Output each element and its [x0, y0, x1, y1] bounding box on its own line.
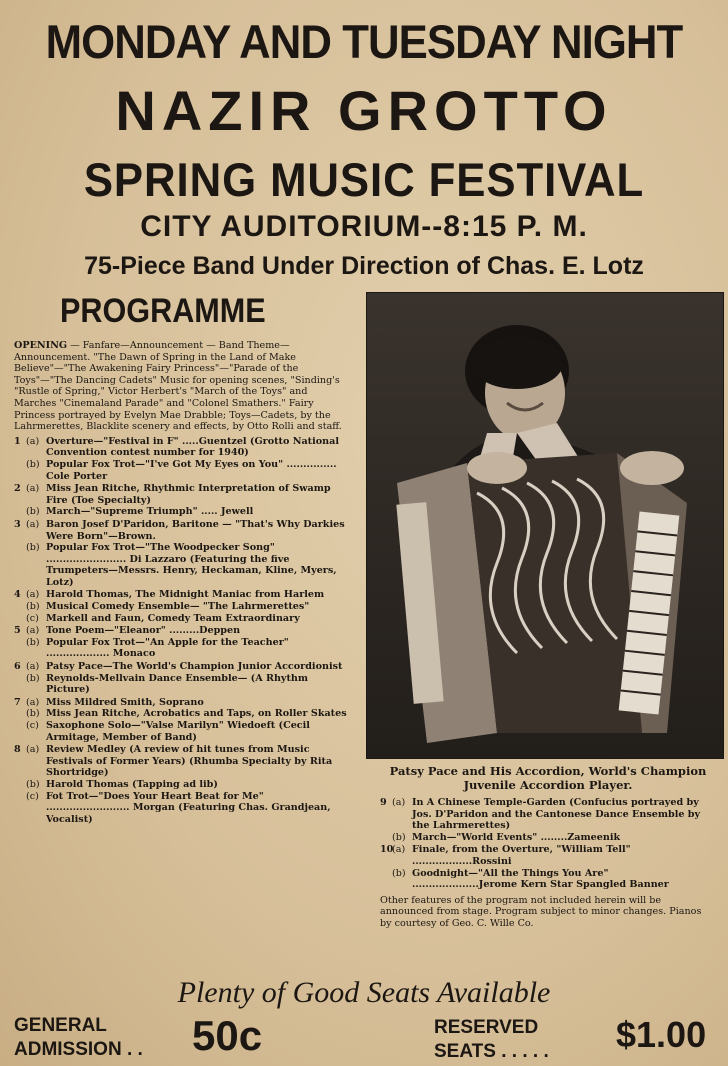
programme-item	[14, 519, 350, 589]
programme-item	[14, 589, 350, 624]
subitem-letter: (a)	[26, 661, 40, 673]
subitem-text: Musical Comedy Ensemble— "The Lahrmerettes"	[46, 601, 310, 613]
programme-subitem	[26, 589, 350, 601]
general-label-line2: ADMISSION . .	[14, 1039, 143, 1060]
programme-subitem	[26, 720, 350, 743]
program-note: Other features of the program not included herein will be announced from stage. Program subject to minor changes. Pianos by courtesy of Geo. C. Wille Co.	[380, 894, 702, 929]
subitem-text: March—"Supreme Triumph" ..... Jewell	[46, 506, 254, 518]
programme-subitem	[26, 613, 350, 625]
item-number: 10	[380, 844, 394, 856]
item-number: 2	[14, 483, 21, 495]
programme-subitem	[26, 661, 350, 673]
subitem-text: Miss Jean Ritche, Rhythmic Interpretation of Swamp Fire (Toe Specialty)	[46, 483, 331, 506]
programme-subitem	[26, 436, 350, 459]
item-number: 9	[380, 797, 387, 808]
opening-label: OPENING	[14, 340, 68, 351]
general-admission-price: 50c	[192, 1012, 263, 1059]
subitem-text: Harold Thomas, The Midnight Maniac from Harlem	[46, 589, 325, 601]
programme-subitem	[26, 673, 350, 696]
subitem-text: Markell and Faun, Comedy Team Extraordinary	[46, 612, 300, 624]
subitem-letter: (b)	[26, 458, 40, 470]
programme-left-column	[14, 340, 350, 825]
subitem-text: Overture—"Festival in F" .....Guentzel (Grotto National Convention contest number for 1940)	[46, 435, 339, 459]
programme-subitem	[26, 779, 350, 791]
subitem-text: Miss Mildred Smith, Soprano	[46, 696, 204, 708]
reserved-seats-label	[434, 1016, 549, 1064]
programme-item	[14, 483, 350, 518]
programme-subitem	[26, 625, 350, 637]
subitem-letter: (a)	[392, 844, 406, 856]
subitem-text: Saxophone Solo—"Valse Marilyn" Wiedoeft (Cecil Armitage, Member of Band)	[46, 720, 310, 743]
programme-subitem	[392, 868, 714, 891]
programme-item	[14, 697, 350, 743]
subitem-letter: (a)	[26, 483, 40, 495]
subitem-letter: (a)	[26, 518, 40, 530]
programme-subitem	[26, 519, 350, 542]
subitem-letter: (b)	[26, 601, 40, 613]
programme-right-column	[380, 796, 714, 933]
subitem-text: Reynolds-Mellvain Dance Ensemble— (A Rhythm Picture)	[46, 672, 309, 696]
subitem-text: Review Medley (A review of hit tunes from Music Festivals of Former Years) (Rhumba Specialty by Rita Shortridge)	[46, 744, 333, 779]
item-number: 4	[14, 589, 21, 601]
item-number: 5	[14, 625, 21, 637]
subitem-text: Goodnight—"All the Things You Are" ....................Jerome Kern Star Spangled Banner	[412, 867, 669, 891]
programme-subitem	[392, 797, 714, 832]
programme-subitem	[26, 697, 350, 709]
subitem-text: Fot Trot—"Does Your Heart Beat for Me" ......................... Morgan (Featuring Chas. Grandjean, Vocalist)	[46, 790, 331, 825]
subitem-letter: (a)	[26, 744, 40, 756]
programme-item	[14, 436, 350, 482]
subitem-text: Miss Jean Ritche, Acrobatics and Taps, on Roller Skates	[46, 708, 347, 720]
headline-days: MONDAY AND TUESDAY NIGHT	[45, 15, 683, 68]
programme-item	[14, 661, 350, 696]
subitem-letter: (b)	[392, 831, 406, 843]
programme-subitem	[26, 637, 350, 660]
photo-caption: Patsy Pace and His Accordion, World's Champion Juvenile Accordion Player.	[389, 764, 707, 792]
photo-illustration	[367, 293, 723, 758]
subitem-text: March—"World Events" ........Zameenik	[412, 831, 621, 843]
reserved-seats-price: $1.00	[616, 1014, 707, 1055]
subitem-text: Popular Fox Trot—"The Woodpecker Song" ........................ Di Lazzaro (Featuring the five Trumpeters—Messrs. Henry, Heckaman, Kline, Myers, Lotz)	[46, 542, 337, 588]
subitem-text: Popular Fox Trot—"An Apple for the Teacher" ................... Monaco	[46, 636, 289, 660]
programme-item	[14, 625, 350, 660]
subitem-letter: (b)	[26, 778, 40, 790]
programme-item	[380, 797, 714, 843]
subitem-text: Patsy Pace—The World's Champion Junior Accordionist	[46, 661, 343, 673]
headline-grotto: NAZIR GROTTO	[115, 79, 613, 142]
reserved-label-line2: SEATS . . . . .	[434, 1041, 549, 1062]
subitem-letter: (c)	[26, 720, 39, 731]
item-number: 6	[14, 661, 21, 673]
subitem-letter: (b)	[26, 636, 40, 648]
programme-subitem	[26, 601, 350, 613]
general-admission-label	[14, 1014, 143, 1062]
venue-time: CITY AUDITORIUM--8:15 P. M.	[140, 210, 588, 243]
programme-items	[14, 436, 350, 826]
subitem-letter: (b)	[392, 867, 406, 879]
opening-text: — Fanfare—Announcement — Band Theme—Announcement. "The Dawn of Spring in the Land of Make Believe"—"The Awakening Fairy Princess"—"Parade of the Toys"—"The Dancing Cadets" Music for opening scenes, "Sinding's "Rustle of Spring," Victor Herbert's "March of the Toys" and Marches "Cinemaland Parade" and "Colonel Smathers." Fairy Princess portrayed by Evelyn Mae Drabble; Toys—Cadets, by the Lahrmerettes, Blacklite scenery and effects, by Otto Rolli and staff.	[14, 340, 342, 433]
item-number: 8	[14, 744, 21, 756]
programme-subitem	[392, 832, 714, 844]
headline-festival: SPRING MUSIC FESTIVAL	[83, 153, 645, 206]
subitem-text: Baron Josef D'Paridon, Baritone — "That's Why Darkies Were Born"—Brown.	[46, 518, 345, 542]
subitem-letter: (a)	[26, 625, 40, 637]
item-number: 1	[14, 435, 21, 447]
item-number: 7	[14, 696, 21, 708]
subitem-letter: (a)	[26, 435, 40, 447]
programme-subitem	[392, 844, 714, 867]
programme-subitem	[26, 744, 350, 779]
programme-title: PROGRAMME	[60, 292, 266, 330]
subitem-text: Tone Poem—"Eleanor" .........Deppen	[46, 625, 241, 637]
subitem-letter: (a)	[26, 696, 40, 708]
programme-item	[380, 844, 714, 890]
programme-subitem	[26, 459, 350, 482]
programme-subitem	[26, 542, 350, 588]
band-direction: 75-Piece Band Under Direction of Chas. E. Lotz	[84, 252, 644, 280]
subitem-text: Popular Fox Trot—"I've Got My Eyes on You" ............... Cole Porter	[46, 458, 337, 482]
programme-subitem	[26, 506, 350, 518]
item-number: 3	[14, 518, 21, 530]
subitem-letter: (b)	[26, 506, 40, 518]
subitem-letter: (c)	[26, 612, 39, 624]
seats-available-banner: Plenty of Good Seats Available	[177, 976, 551, 1009]
subitem-text: Finale, from the Overture, "William Tell" ..................Rossini	[412, 844, 631, 867]
subitem-letter: (a)	[26, 589, 40, 601]
subitem-letter: (c)	[26, 790, 39, 802]
subitem-letter: (b)	[26, 708, 40, 720]
programme-subitem	[26, 791, 350, 826]
subitem-text: In A Chinese Temple-Garden (Confucius portrayed by Jos. D'Paridon and the Cantonese Dance Ensemble by the Lahrmerettes)	[412, 797, 701, 832]
subitem-letter: (b)	[26, 672, 40, 684]
programme-items-continued	[380, 797, 714, 891]
opening-paragraph	[14, 340, 350, 433]
subitem-letter: (b)	[26, 542, 40, 554]
general-label-line1: GENERAL	[14, 1015, 107, 1036]
programme-subitem	[26, 708, 350, 720]
programme-item	[14, 744, 350, 825]
subitem-text: Harold Thomas (Tapping ad lib)	[46, 778, 218, 790]
programme-subitem	[26, 483, 350, 506]
accordion-player-photo	[366, 292, 724, 759]
subitem-letter: (a)	[392, 797, 406, 808]
reserved-label-line1: RESERVED	[434, 1017, 539, 1038]
